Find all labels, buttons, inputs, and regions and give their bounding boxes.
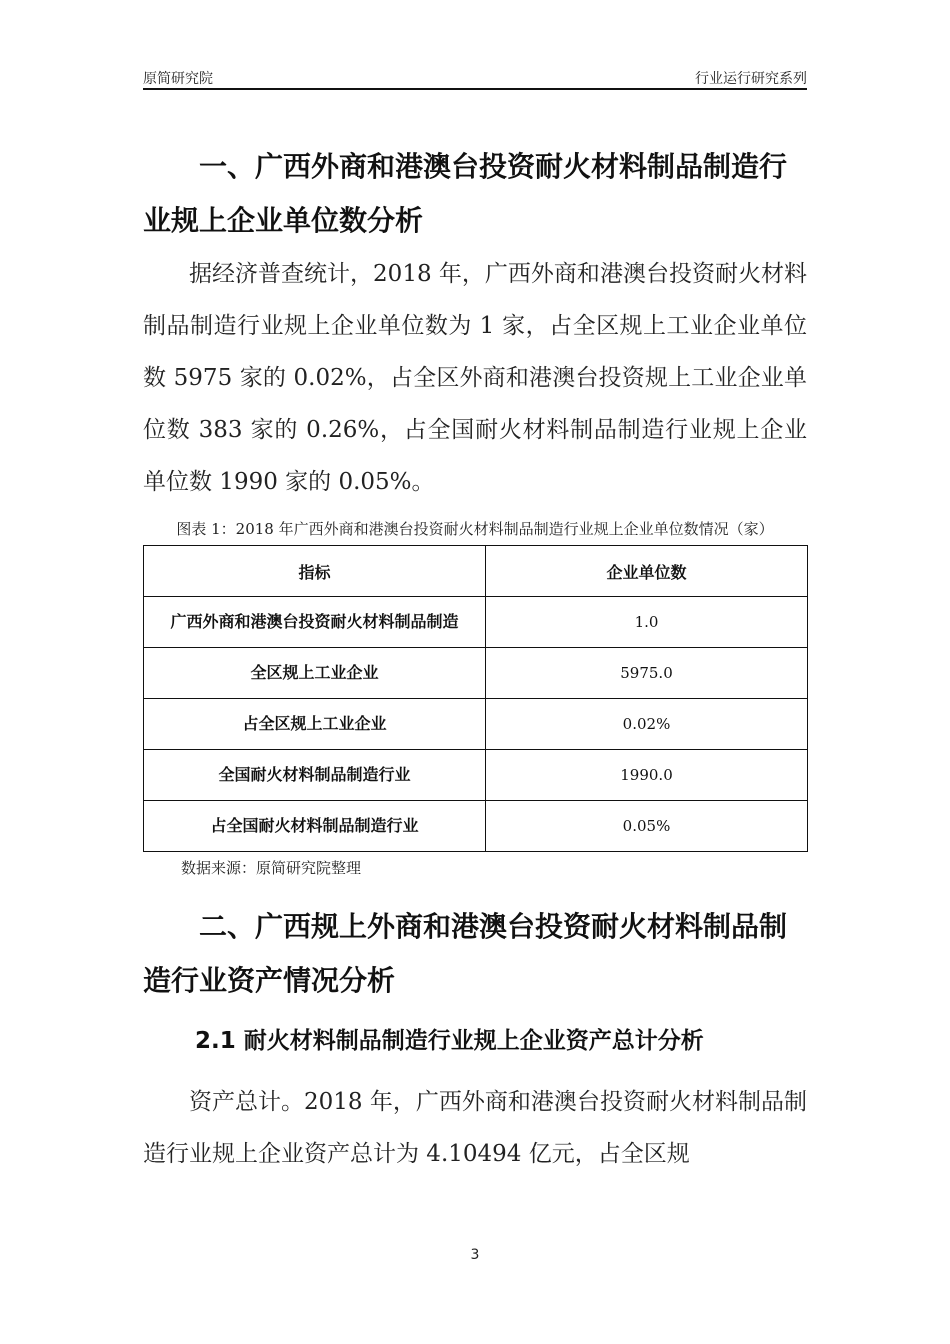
- table-row: [144, 801, 808, 852]
- row-value: 5975.0: [486, 648, 808, 699]
- header-divider: [143, 88, 807, 90]
- page-number: 3: [470, 1247, 480, 1263]
- header-org-name: 原简研究院: [143, 71, 213, 87]
- row-label: 全国耐火材料制品制造行业: [144, 750, 486, 801]
- section-2-heading: 二、广西规上外商和港澳台投资耐火材料制品制造行业资产情况分析: [143, 910, 788, 997]
- section-2-1-subheading: 2.1 耐火材料制品制造行业规上企业资产总计分析: [195, 1028, 704, 1054]
- row-value: 0.02%: [486, 699, 808, 750]
- table-row: [144, 750, 808, 801]
- row-label: 占全区规上工业企业: [144, 699, 486, 750]
- section-1-heading: 一、广西外商和港澳台投资耐火材料制品制造行业规上企业单位数分析: [143, 150, 788, 237]
- document-body: [143, 140, 807, 1180]
- column-header-enterprise-count: 企业单位数: [486, 546, 808, 597]
- row-value: 0.05%: [486, 801, 808, 852]
- row-value: 1990.0: [486, 750, 808, 801]
- table-caption: 图表 1：2018 年广西外商和港澳台投资耐火材料制品制造行业规上企业单位数情况（家）: [176, 520, 774, 538]
- table-source-note: 数据来源：原简研究院整理: [181, 859, 362, 877]
- table-row: [144, 699, 808, 750]
- table-row: [144, 597, 808, 648]
- table-row: [144, 648, 808, 699]
- section-2-paragraph: 资产总计。2018 年，广西外商和港澳台投资耐火材料制品制造行业规上企业资产总计为 4.10494 亿元，占全区规: [143, 1089, 807, 1167]
- header-series-name: 行业运行研究系列: [695, 71, 807, 87]
- row-value: 1.0: [486, 597, 808, 648]
- table-header-row: [144, 546, 808, 597]
- section-1-paragraph: 据经济普查统计，2018 年，广西外商和港澳台投资耐火材料制品制造行业规上企业单位数为 1 家，占全区规上工业企业单位数 5975 家的 0.02%，占全区外商和港澳台投资规上工业企业单位数 383 家的 0.26%，占全国耐火材料制品制造行业规上企业单位数 1990 家的 0.05%。: [143, 261, 807, 495]
- row-label: 占全国耐火材料制品制造行业: [144, 801, 486, 852]
- column-header-indicator: 指标: [144, 546, 486, 597]
- enterprise-count-table: [143, 545, 808, 852]
- row-label: 全区规上工业企业: [144, 648, 486, 699]
- row-label: 广西外商和港澳台投资耐火材料制品制造: [144, 597, 486, 648]
